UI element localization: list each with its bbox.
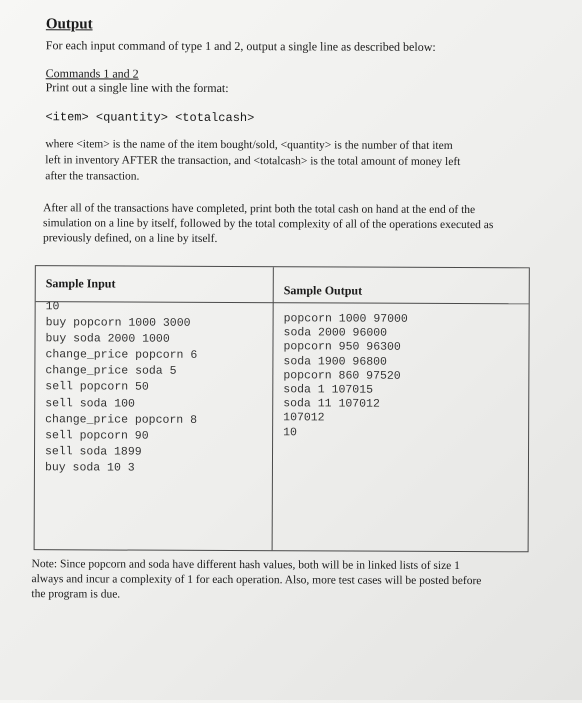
note-line-2: always and incur a complexity of 1 for each operation. Also, more test cases will be posted before bbox=[31, 573, 482, 588]
note-line-1: Note: Since popcorn and soda have different hash values, both will be in linked lists of size 1 bbox=[31, 558, 460, 573]
after-line-1: After all of the transactions have completed, print both the total cash on hand at the end of the bbox=[43, 202, 476, 217]
output-line: soda 1 107015 bbox=[283, 383, 374, 397]
input-line: sell soda 1899 bbox=[45, 445, 142, 459]
output-line: 107012 bbox=[283, 411, 325, 425]
output-line: soda 2000 96000 bbox=[283, 326, 388, 340]
where-line-2: left in inventory AFTER the transaction, and <totalcash> is the total amount of money left bbox=[45, 154, 461, 169]
output-line: soda 1900 96800 bbox=[283, 354, 387, 369]
sample-input-header: Sample Input bbox=[45, 276, 116, 291]
where-line-1: where <item> is the name of the item bought/sold, <quantity> is the number of that item bbox=[45, 138, 453, 152]
input-line: sell popcorn 90 bbox=[45, 428, 149, 443]
output-heading: Output bbox=[45, 16, 93, 33]
output-line: popcorn 950 96300 bbox=[283, 340, 401, 355]
where-line-3: after the transaction. bbox=[45, 170, 140, 183]
commands-heading: Commands 1 and 2 bbox=[45, 66, 139, 81]
note-line-3: the program is due. bbox=[31, 588, 121, 601]
sample-io-table bbox=[34, 265, 530, 552]
column-divider bbox=[272, 267, 274, 550]
sample-output-lines bbox=[283, 312, 408, 440]
format-line: <item> <quantity> <totalcash> bbox=[45, 110, 255, 126]
input-line: 10 bbox=[45, 300, 60, 314]
print-line: Print out a single line with the format: bbox=[45, 80, 229, 95]
after-line-3: previously defined, on a line by itself. bbox=[42, 232, 218, 245]
output-line: popcorn 860 97520 bbox=[283, 369, 401, 383]
after-line-2: simulation on a line by itself, followed by the total complexity of all of the operations executed as bbox=[43, 217, 494, 232]
sample-output-header: Sample Output bbox=[283, 283, 363, 298]
sample-input-lines bbox=[45, 299, 198, 477]
input-line: buy soda 10 3 bbox=[44, 461, 135, 475]
output-intro: For each input command of type 1 and 2, output a single line as described below: bbox=[45, 38, 436, 54]
input-line: change_price popcorn 6 bbox=[45, 348, 198, 363]
input-line: sell popcorn 50 bbox=[45, 380, 149, 395]
input-line: sell soda 100 bbox=[45, 396, 135, 411]
input-line: buy popcorn 1000 3000 bbox=[45, 316, 191, 330]
output-line: 10 bbox=[283, 425, 297, 439]
output-line: soda 11 107012 bbox=[283, 397, 380, 411]
input-line: change_price popcorn 8 bbox=[45, 412, 198, 427]
input-line: change_price soda 5 bbox=[45, 364, 177, 379]
input-line: buy soda 2000 1000 bbox=[45, 332, 170, 346]
output-line: popcorn 1000 97000 bbox=[283, 312, 408, 326]
